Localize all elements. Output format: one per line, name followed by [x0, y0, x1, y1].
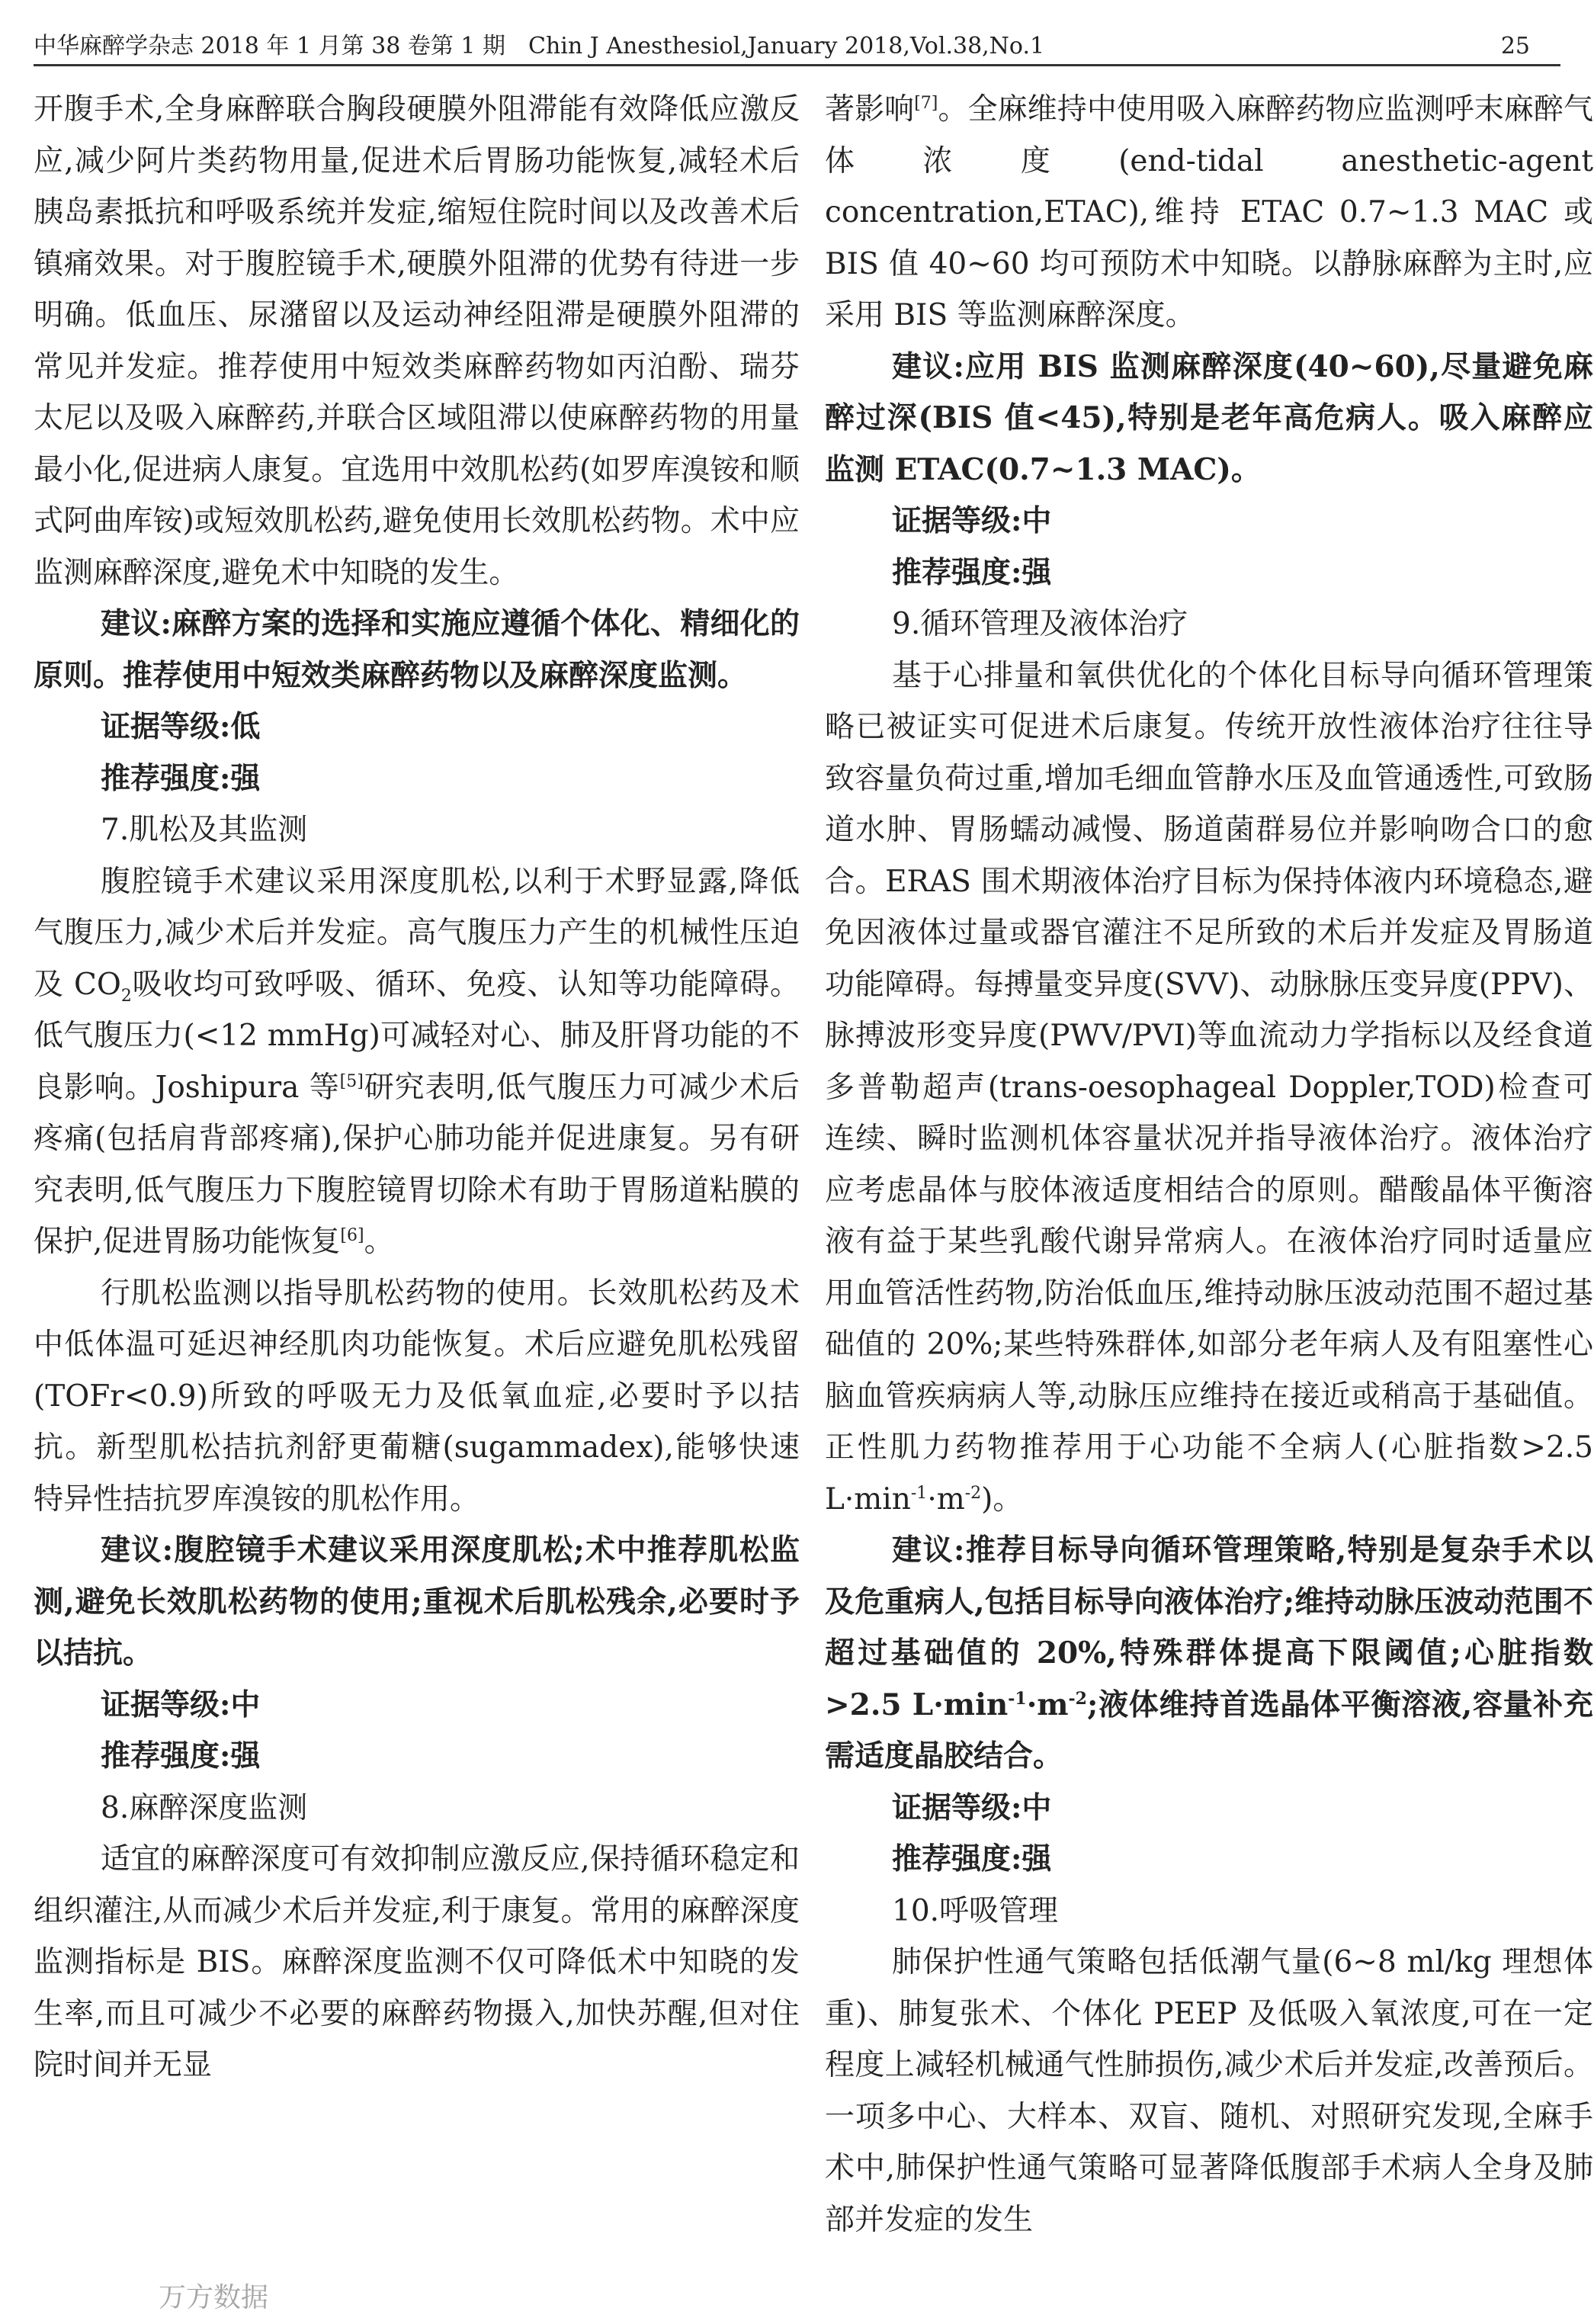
- body-paragraph: 适宜的麻醉深度可有效抑制应激反应,保持循环稳定和组织灌注,从而减少术后并发症,利于康复。常用的麻醉深度监测指标是 BIS。麻醉深度监测不仅可降低术中知晓的发生率,而且可减少不必要的麻醉药物摄入,加快苏醒,但对住院时间并无显: [34, 1842, 800, 2082]
- body-paragraph: 腹腔镜手术建议采用深度肌松,以利于术野显露,降低气腹压力,减少术后并发症。高气腹压力产生的机械性压迫及 $CO_2$吸收均可致呼吸、循环、免疫、认知等功能障碍。低气腹压力(<12 mmHg)可减轻对心、肺及肝肾功能的不良影响。Joshipura 等[5]研究表明,低气腹压力可减少术后疼痛(包括肩背部疼痛),保护心肺功能并促进康复。另有研究表明,低气腹压力下腹腔镜胃切除术有助于胃肠道粘膜的保护,促进胃肠功能恢复[6]。: [34, 864, 800, 1259]
- recommendation-strength: 推荐强度:强: [892, 1841, 1052, 1876]
- section-heading: 7.肌松及其监测: [101, 813, 308, 847]
- body-paragraph: 肺保护性通气策略包括低潮气量(6~8 ml/kg 理想体重)、肺复张术、个体化 PEEP 及低吸入氧浓度,可在一定程度上减轻机械通气性肺损伤,减少术后并发症,改善预后。一项多中心、大样本、双盲、随机、对照研究发现,全麻手术中,肺保护性通气策略可显著降低腹部手术病人全身及肺部并发症的发生: [825, 1945, 1593, 2237]
- body-paragraph: 著影响[7]。全麻维持中使用吸入麻醉药物应监测呼末麻醉气体浓度(end-tidal anesthetic-agent concentration,ETAC),维持 ETAC 0.7~1.3 MAC 或 BIS 值 40~60 均可预防术中知晓。以静脉麻醉为主时,应采用 BIS 等监测麻醉深度。: [825, 92, 1593, 332]
- recommendation-strength: 推荐强度:强: [101, 1738, 261, 1773]
- watermark: 万方数据: [159, 2282, 269, 2313]
- body-paragraph: 开腹手术,全身麻醉联合胸段硬膜外阻滞能有效降低应激反应,减少阿片类药物用量,促进术后胃肠功能恢复,减轻术后胰岛素抵抗和呼吸系统并发症,缩短住院时间以及改善术后镇痛效果。对于腹腔镜手术,硬膜外阻滞的优势有待进一步明确。低血压、尿潴留以及运动神经阻滞是硬膜外阻滞的常见并发症。推荐使用中短效类麻醉药物如丙泊酚、瑞芬太尼以及吸入麻醉药,并联合区域阻滞以使麻醉药物的用量最小化,促进病人康复。宜选用中效肌松药(如罗库溴铵和顺式阿曲库铵)或短效肌松药,避免使用长效肌松药物。术中应监测麻醉深度,避免术中知晓的发生。: [34, 92, 800, 590]
- body-paragraph: 基于心排量和氧供优化的个体化目标导向循环管理策略已被证实可促进术后康复。传统开放性液体治疗往往导致容量负荷过重,增加毛细血管静水压及血管通透性,可致肠道水肿、胃肠蠕动减慢、肠道菌群易位并影响吻合口的愈合。ERAS 围术期液体治疗目标为保持体液内环境稳态,避免因液体过量或器官灌注不足所致的术后并发症及胃肠道功能障碍。每搏量变异度(SVV)、动脉脉压变异度(PPV)、脉搏波形变异度(PWV/PVI)等血流动力学指标以及经食道多普勒超声(trans-oesophageal Doppler,TOD)检查可连续、瞬时监测机体容量状况并指导液体治疗。液体治疗应考虑晶体与胶体液适度相结合的原则。醋酸晶体平衡溶液有益于某些乳酸代谢异常病人。在液体治疗同时适量应用血管活性药物,防治低血压,维持动脉压波动范围不超过基础值的 20%;某些特殊群体,如部分老年病人及有阻塞性心脑血管疾病病人等,动脉压应维持在接近或稍高于基础值。正性肌力药物推荐用于心功能不全病人(心脏指数>2.5 $L\cdot\min^{-1}\cdot m^{-2}$)。: [825, 658, 1593, 1517]
- citation-ref: [6]: [340, 1226, 364, 1245]
- right-column: [825, 84, 1593, 2310]
- recommendation: 建议:腹腔镜手术建议采用深度肌松;术中推荐肌松监测,避免长效肌松药物的使用;重视术后肌松残余,必要时予以拮抗。: [34, 1533, 800, 1671]
- page-header: [34, 29, 1560, 66]
- evidence-level: 证据等级:低: [101, 709, 261, 744]
- recommendation-strength: 推荐强度:强: [892, 554, 1052, 590]
- journal-citation: 中华麻醉学杂志 2018 年 1 月第 38 卷第 1 期 Chin J Anesthesiol,January 2018,Vol.38,No.1: [34, 33, 1045, 59]
- body-paragraph: 行肌松监测以指导肌松药物的使用。长效肌松药及术中低体温可延迟神经肌肉功能恢复。术后应避免肌松残留(TOFr<0.9)所致的呼吸无力及低氧血症,必要时予以拮抗。新型肌松拮抗剂舒更葡糖(sugammadex),能够快速特异性拮抗罗库溴铵的肌松作用。: [34, 1276, 800, 1517]
- evidence-level: 证据等级:中: [892, 503, 1052, 538]
- recommendation: 建议:麻醉方案的选择和实施应遵循个体化、精细化的原则。推荐使用中短效类麻醉药物以及麻醉深度监测。: [34, 606, 800, 693]
- recommendation: 建议:应用 BIS 监测麻醉深度(40~60),尽量避免麻醉过深(BIS 值<45),特别是老年高危病人。吸入麻醉应监测 ETAC(0.7~1.3 MAC)。: [825, 348, 1593, 487]
- section-heading: 8.麻醉深度监测: [101, 1790, 308, 1825]
- left-column: [34, 84, 800, 2310]
- recommendation: 建议:推荐目标导向循环管理策略,特别是复杂手术以及危重病人,包括目标导向液体治疗;维持动脉压波动范围不超过基础值的 20%,特殊群体提高下限阈值;心脏指数>2.5 $L\cdot\min^{-1}\cdot m^{-2}$;液体维持首选晶体平衡溶液,容量补充需适度晶胶结合。: [825, 1533, 1593, 1773]
- citation-ref: [7]: [914, 94, 938, 113]
- citation-ref: [5]: [339, 1071, 364, 1091]
- evidence-level: 证据等级:中: [101, 1687, 261, 1722]
- recommendation-strength: 推荐强度:强: [101, 760, 261, 796]
- evidence-level: 证据等级:中: [892, 1790, 1052, 1825]
- section-heading: 10.呼吸管理: [892, 1893, 1059, 1928]
- section-heading: 9.循环管理及液体治疗: [892, 607, 1188, 641]
- page-number: 25: [1500, 33, 1530, 59]
